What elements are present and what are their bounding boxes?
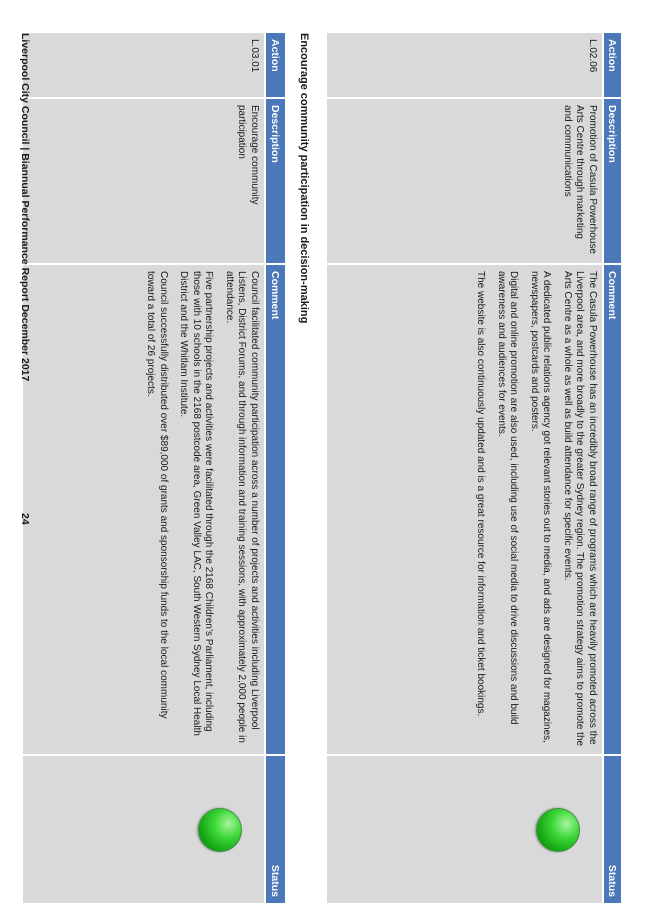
header-action: Action bbox=[604, 33, 621, 99]
comment-paragraph: A dedicated public relations agency got relevant stories out to media, and ads are designed for magazines, newspapers, postcards and posters. bbox=[529, 271, 553, 743]
comment-cell bbox=[327, 265, 604, 756]
comment-paragraph: Five partnership projects and activities were facilitated through the 2168 Children’s Parliament, including those with 10 schools in the 2168 postcode area, Green Valley LAC, South Western Sydney Local Health District and the Whitlam Institute. bbox=[178, 271, 215, 736]
comment-paragraph: The Casula Powerhouse has an incredibly broad range of programs which are heavily promoted across the Liverpool area, and more broadly to the greater Sydney region. The promotion strategy aims to promote the Arts Centre as a whole as well as build attendance for specific events. bbox=[562, 271, 598, 747]
header-comment: Comment bbox=[266, 265, 285, 756]
action-description: Encourage community participation bbox=[23, 99, 266, 265]
header-comment: Comment bbox=[604, 265, 621, 756]
action-table-casula bbox=[327, 33, 621, 903]
header-status: Status bbox=[266, 756, 285, 903]
comment-paragraph: The website is also continuously updated and is a great resource for information and ticket bookings. bbox=[475, 271, 487, 717]
action-description: Promotion of Casula Powerhouse Arts Centre through marketing and communications bbox=[327, 99, 604, 265]
action-table-participation bbox=[23, 33, 285, 903]
status-cell bbox=[327, 756, 604, 903]
action-code: L.03.01 bbox=[23, 33, 266, 99]
green-status-light-icon bbox=[198, 808, 242, 852]
comment-cell bbox=[23, 265, 266, 756]
status-cell bbox=[23, 756, 266, 903]
comment-paragraph: Council successfully distributed over $89,000 of grants and sponsorship funds to the local community toward a total of 26 projects. bbox=[145, 271, 169, 719]
action-code: L.02.06 bbox=[327, 33, 604, 99]
comment-paragraph: Digital and online promotion are also used, including use of social media to drive discussions and build awareness and audiences for events. bbox=[496, 271, 520, 725]
footer-page-number: 24 bbox=[19, 513, 31, 525]
header-status: Status bbox=[604, 756, 621, 903]
comment-paragraph: Council facilitated community participation across a number of projects and activities including Liverpool Listens, District Forums, and through information and training sessions, with approximately 2,000 people in attendance. bbox=[224, 271, 260, 743]
header-action: Action bbox=[266, 33, 285, 99]
section-heading: Encourage community participation in decision-making bbox=[298, 33, 310, 324]
header-description: Description bbox=[604, 99, 621, 265]
green-status-light-icon bbox=[536, 808, 580, 852]
footer-report-title: Liverpool City Council | Biannual Performance Report December 2017 bbox=[19, 33, 31, 382]
header-description: Description bbox=[266, 99, 285, 265]
